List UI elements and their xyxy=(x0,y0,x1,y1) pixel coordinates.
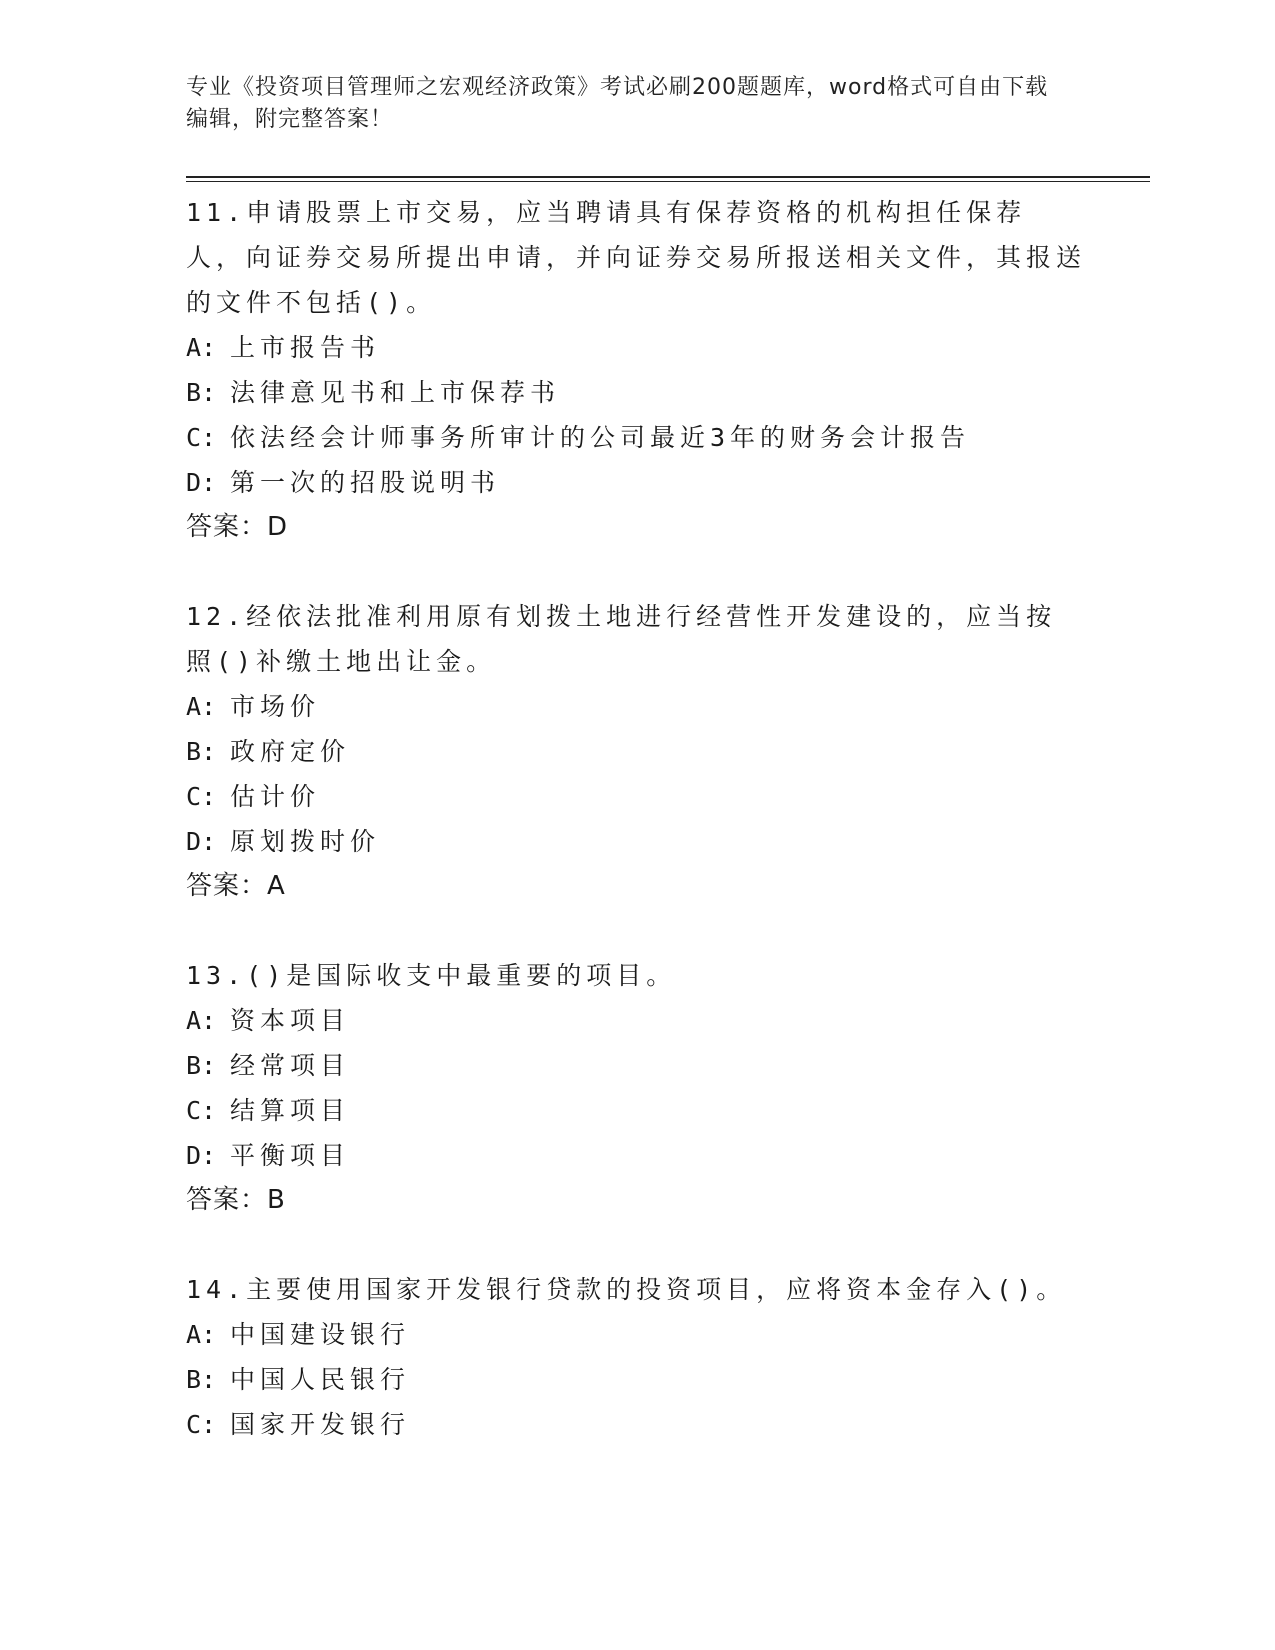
option-text: 原划拨时价 xyxy=(230,827,381,856)
option-label: C: xyxy=(186,1410,217,1439)
option-text: 估计价 xyxy=(230,782,321,811)
option-text: 市场价 xyxy=(230,692,321,721)
question-stem: 11.申请股票上市交易，应当聘请具有保荐资格的机构担任保荐人，向证券交易所提出申请，并向证券交易所报送相关文件，其报送的文件不包括()。 xyxy=(186,198,1087,317)
option-a xyxy=(186,684,1086,729)
option-label: A: xyxy=(186,333,217,362)
option-text: 法律意见书和上市保荐书 xyxy=(230,378,561,407)
option-label: B: xyxy=(186,378,217,407)
question-stem: 13.()是国际收支中最重要的项目。 xyxy=(186,961,677,990)
question-11 xyxy=(186,190,1086,550)
option-c xyxy=(186,415,1086,460)
option-a xyxy=(186,1312,1086,1357)
option-text: 依法经会计师事务所审计的公司最近3年的财务会计报告 xyxy=(230,423,971,452)
option-d xyxy=(186,1133,1086,1178)
header-divider-thick xyxy=(186,176,1150,178)
question-13 xyxy=(186,953,1086,1223)
question-stem: 14.主要使用国家开发银行贷款的投资项目，应将资本金存入()。 xyxy=(186,1275,1067,1304)
option-c xyxy=(186,1402,1086,1447)
option-b xyxy=(186,1357,1086,1402)
answer-line: 答案：D xyxy=(186,512,289,542)
option-label: D: xyxy=(186,1141,217,1170)
option-label: C: xyxy=(186,423,217,452)
question-list xyxy=(186,190,1086,1491)
option-d xyxy=(186,819,1086,864)
option-label: A: xyxy=(186,1320,217,1349)
option-text: 资本项目 xyxy=(230,1006,351,1035)
option-text: 上市报告书 xyxy=(230,333,381,362)
option-b xyxy=(186,1043,1086,1088)
question-14 xyxy=(186,1267,1086,1447)
option-text: 中国建设银行 xyxy=(230,1320,411,1349)
option-a xyxy=(186,998,1086,1043)
question-stem: 12.经依法批准利用原有划拨土地进行经营性开发建设的，应当按照()补缴土地出让金。 xyxy=(186,602,1057,676)
option-label: C: xyxy=(186,782,217,811)
option-b xyxy=(186,729,1086,774)
question-12 xyxy=(186,594,1086,909)
option-c xyxy=(186,1088,1086,1133)
option-c xyxy=(186,774,1086,819)
option-label: A: xyxy=(186,1006,217,1035)
option-label: D: xyxy=(186,827,217,856)
option-text: 结算项目 xyxy=(230,1096,351,1125)
option-label: B: xyxy=(186,1365,217,1394)
option-d xyxy=(186,460,1086,505)
option-text: 国家开发银行 xyxy=(230,1410,411,1439)
option-a xyxy=(186,325,1086,370)
option-text: 中国人民银行 xyxy=(230,1365,411,1394)
answer-line: 答案：B xyxy=(186,1185,286,1215)
header-divider-thin xyxy=(186,181,1150,182)
option-label: B: xyxy=(186,1051,217,1080)
option-label: C: xyxy=(186,1096,217,1125)
option-label: D: xyxy=(186,468,217,497)
option-text: 平衡项目 xyxy=(230,1141,351,1170)
option-b xyxy=(186,370,1086,415)
option-text: 政府定价 xyxy=(230,737,351,766)
option-text: 经常项目 xyxy=(230,1051,351,1080)
answer-line: 答案：A xyxy=(186,871,286,901)
option-label: A: xyxy=(186,692,217,721)
option-text: 第一次的招股说明书 xyxy=(230,468,501,497)
document-header: 专业《投资项目管理师之宏观经济政策》考试必刷200题题库，word格式可自由下载编辑，附完整答案！ xyxy=(186,75,1049,132)
option-label: B: xyxy=(186,737,217,766)
